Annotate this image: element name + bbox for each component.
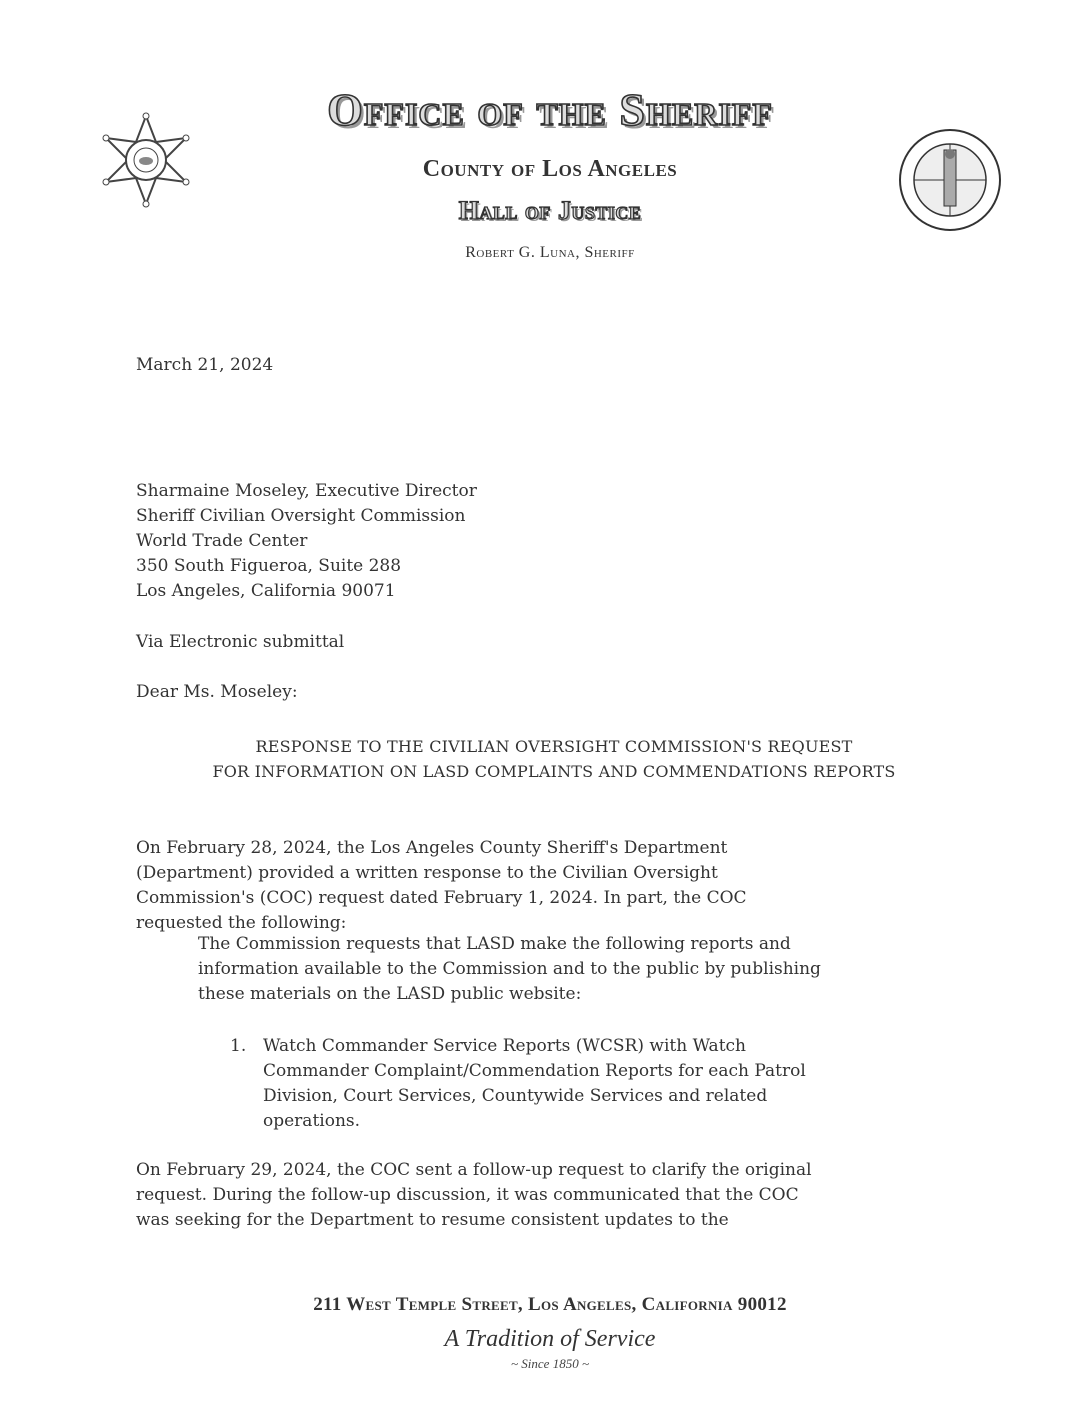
paragraph-line: (Department) provided a written response to the Civilian Oversight — [136, 863, 718, 883]
footer-since: ~ Since 1850 ~ — [511, 1356, 589, 1371]
paragraph-line: Commission's (COC) request dated February 1, 2024. In part, the COC — [136, 888, 747, 908]
county-name: County of Los Angeles — [422, 156, 678, 182]
subject-heading — [136, 734, 972, 784]
paragraph-line: requested the following: — [136, 913, 347, 933]
paragraph-line: On February 29, 2024, the COC sent a follow-up request to clarify the original — [136, 1160, 812, 1180]
subject-line: RESPONSE TO THE CIVILIAN OVERSIGHT COMMISSION'S REQUEST — [255, 737, 853, 756]
footer-address: 211 West Temple Street, Los Angeles, California 90012 — [313, 1294, 787, 1315]
quote-line: information available to the Commission and to the public by publishing — [198, 959, 821, 979]
numbered-list-item — [230, 1034, 970, 1134]
list-line: Division, Court Services, Countywide Services and related — [263, 1086, 768, 1106]
recipient-line: Los Angeles, California 90071 — [136, 581, 396, 601]
letter-date: March 21, 2024 — [136, 355, 274, 375]
quote-line: these materials on the LASD public website: — [198, 984, 582, 1004]
paragraph-line: was seeking for the Department to resume consistent updates to the — [136, 1210, 729, 1230]
county-seal-icon — [898, 128, 1002, 232]
body-paragraph-1 — [136, 836, 966, 936]
recipient-address — [136, 479, 477, 604]
salutation: Dear Ms. Moseley: — [136, 682, 298, 702]
footer-motto: A Tradition of Service — [444, 1326, 656, 1352]
sheriff-name: Robert G. Luna, Sheriff — [465, 244, 635, 261]
sheriff-star-badge-icon — [98, 112, 194, 208]
hall-of-justice: Hall of Justice — [458, 196, 642, 225]
quoted-request — [198, 932, 978, 1007]
recipient-line: World Trade Center — [136, 531, 308, 551]
quote-line: The Commission requests that LASD make the following reports and — [198, 934, 791, 954]
list-line: operations. — [263, 1111, 361, 1131]
paragraph-line: request. During the follow-up discussion, it was communicated that the COC — [136, 1185, 799, 1205]
recipient-line: 350 South Figueroa, Suite 288 — [136, 556, 402, 576]
office-of-the-sheriff-title: Office of the Sheriff — [327, 84, 773, 135]
list-line: Commander Complaint/Commendation Reports for each Patrol — [263, 1061, 806, 1081]
recipient-line: Sharmaine Moseley, Executive Director — [136, 481, 477, 501]
list-line: Watch Commander Service Reports (WCSR) with Watch — [263, 1036, 746, 1056]
delivery-method: Via Electronic submittal — [136, 632, 345, 652]
subject-line: FOR INFORMATION ON LASD COMPLAINTS AND COMMENDATIONS REPORTS — [212, 762, 896, 781]
list-number: 1. — [230, 1036, 247, 1056]
recipient-line: Sheriff Civilian Oversight Commission — [136, 506, 466, 526]
body-paragraph-2 — [136, 1158, 976, 1233]
paragraph-line: On February 28, 2024, the Los Angeles County Sheriff's Department — [136, 838, 728, 858]
